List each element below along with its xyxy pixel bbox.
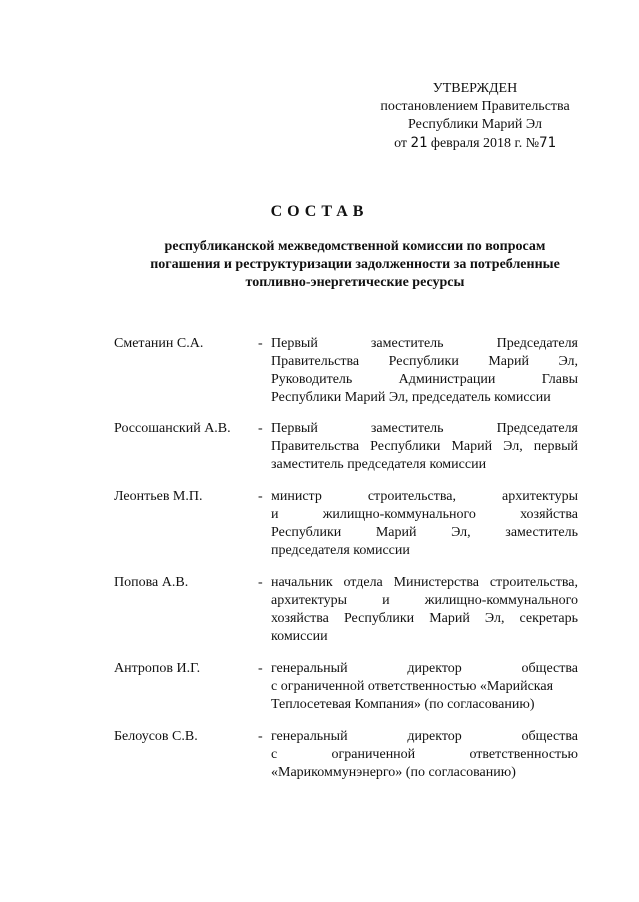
- document-title: СОСТАВ: [270, 203, 369, 220]
- role-line: председателя комиссии: [271, 543, 410, 558]
- member-dash: -: [258, 336, 263, 351]
- member-role: [271, 728, 578, 782]
- approval-decree-number: 71: [539, 135, 556, 151]
- approval-date-month-year: февраля 2018 г. №: [430, 136, 540, 151]
- member-role: [271, 574, 578, 646]
- role-line: Правительства Республики Марий Эл,: [271, 354, 578, 369]
- subtitle-line: погашения и реструктуризации задолженности за потребленные: [150, 257, 560, 272]
- role-line: начальник отдела Министерства строительства,: [271, 575, 578, 590]
- role-line: хозяйства Республики Марий Эл, секретарь: [271, 611, 578, 626]
- subtitle-line: топливно-энергетические ресурсы: [245, 275, 465, 290]
- member-dash: -: [258, 729, 263, 744]
- document-subtitle: [140, 238, 570, 292]
- role-line: Теплосетевая Компания» (по согласованию): [271, 697, 535, 712]
- member-name: Леонтьев М.П.: [114, 489, 203, 504]
- role-line: Республики Марий Эл, председатель комиссии: [271, 390, 551, 405]
- approval-republic: Республики Марий Эл: [408, 117, 542, 132]
- role-line: архитектуры и жилищно-коммунального: [271, 593, 578, 608]
- approval-decree: постановлением Правительства: [380, 99, 570, 114]
- member-name: Белоусов С.В.: [114, 729, 198, 744]
- member-name: Антропов И.Г.: [114, 661, 201, 676]
- member-role: [271, 335, 578, 407]
- role-line: Правительства Республики Марий Эл, первый: [271, 439, 578, 454]
- role-line: и жилищно-коммунального хозяйства: [271, 507, 578, 522]
- role-line: с ограниченной ответственностью: [271, 747, 578, 762]
- member-role: [271, 488, 578, 560]
- member-role: [271, 660, 578, 714]
- role-line: Первый заместитель Председателя: [271, 421, 578, 436]
- approval-date-prefix: от: [394, 136, 408, 151]
- role-line: заместитель председателя комиссии: [271, 457, 487, 472]
- role-line: Руководитель Администрации Главы: [271, 372, 578, 387]
- member-name: Сметанин С.А.: [114, 336, 204, 351]
- member-dash: -: [258, 421, 263, 436]
- role-line: «Марикоммунэнерго» (по согласованию): [271, 765, 516, 780]
- role-line: Первый заместитель Председателя: [271, 336, 578, 351]
- approval-stamp: [360, 80, 590, 153]
- member-name: Россошанский А.В.: [114, 421, 231, 436]
- member-role: [271, 420, 578, 474]
- member-dash: -: [258, 489, 263, 504]
- member-dash: -: [258, 575, 263, 590]
- role-line: комиссии: [271, 629, 328, 644]
- role-line: генеральный директор общества: [271, 661, 578, 676]
- role-line: генеральный директор общества: [271, 729, 578, 744]
- member-dash: -: [258, 661, 263, 676]
- approval-date-day: 21: [410, 135, 428, 151]
- approval-heading: УТВЕРЖДЕН: [432, 81, 518, 96]
- role-line: Республики Марий Эл, заместитель: [271, 525, 578, 540]
- approval-date: [360, 134, 590, 153]
- role-line: с ограниченной ответственностью «Марийская: [271, 679, 554, 694]
- role-line: министр строительства, архитектуры: [271, 489, 578, 504]
- subtitle-line: республиканской межведомственной комиссии по вопросам: [164, 239, 546, 254]
- member-name: Попова А.В.: [114, 575, 189, 590]
